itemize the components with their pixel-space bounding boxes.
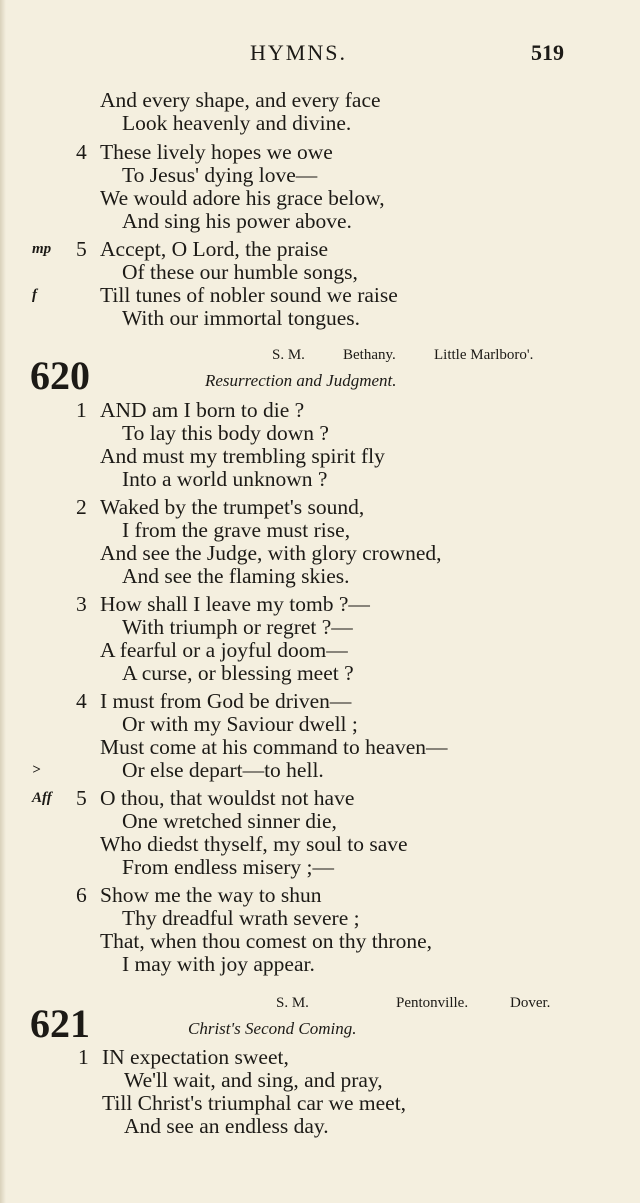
verse-line: With our immortal tongues. xyxy=(122,306,360,330)
verse-line: Show me the way to shun xyxy=(100,883,322,907)
page-number: 519 xyxy=(531,40,564,65)
tune-name: Dover. xyxy=(510,995,551,1011)
verse-line: Accept, O Lord, the praise xyxy=(100,237,329,261)
hymn-meter: S. M. xyxy=(276,995,309,1011)
verse-line: And see an endless day. xyxy=(124,1114,329,1138)
verse-line: We would adore his grace below, xyxy=(100,186,385,210)
hymn-number: 620 xyxy=(30,353,90,398)
verse-line: To lay this body down ? xyxy=(122,421,329,445)
verse-line: Must come at his command to heaven— xyxy=(100,735,448,759)
verse-line: That, when thou comest on thy throne, xyxy=(100,929,432,953)
verse-line: And must my trembling spirit fly xyxy=(100,444,385,468)
verse-line: Or with my Saviour dwell ; xyxy=(122,712,358,736)
verse-line: IN expectation sweet, xyxy=(102,1045,289,1069)
verse-line: And sing his power above. xyxy=(122,209,352,233)
verse-line: Of these our humble songs, xyxy=(122,260,358,284)
verse-line: A curse, or blessing meet ? xyxy=(122,661,354,685)
verse-number: 3 xyxy=(76,592,87,616)
tune-name: Bethany. xyxy=(343,347,396,363)
verse-line: To Jesus' dying love— xyxy=(122,163,318,187)
verse-line: These lively hopes we owe xyxy=(100,140,333,164)
verse-number: 4 xyxy=(76,689,87,713)
verse-line: From endless misery ;— xyxy=(122,855,334,879)
verse-line: And every shape, and every face xyxy=(100,88,381,112)
verse-line: Waked by the trumpet's sound, xyxy=(100,495,365,519)
verse-line: I must from God be driven— xyxy=(100,689,352,713)
verse-line: Till tunes of nobler sound we raise xyxy=(100,283,398,307)
verse-number: 1 xyxy=(76,398,87,422)
running-header-title: HYMNS. xyxy=(250,40,347,65)
hymn-meter: S. M. xyxy=(272,347,305,363)
hymn-number: 621 xyxy=(30,1001,90,1046)
verse-number: 2 xyxy=(76,495,87,519)
verse-line: AND am I born to die ? xyxy=(100,398,305,422)
verse-line: Look heavenly and divine. xyxy=(122,111,352,135)
tune-name: Little Marlboro'. xyxy=(434,347,534,363)
verse-line: I from the grave must rise, xyxy=(122,518,351,542)
dynamic-mark: Aff xyxy=(32,790,52,806)
dynamic-mark: f xyxy=(32,287,37,303)
verse-line: And see the Judge, with glory crowned, xyxy=(100,541,442,565)
hymn-title: Christ's Second Coming. xyxy=(188,1019,357,1038)
verse-line: Into a world unknown ? xyxy=(122,467,328,491)
verse-line: And see the flaming skies. xyxy=(122,564,350,588)
verse-line: O thou, that wouldst not have xyxy=(100,786,355,810)
tune-name: Pentonville. xyxy=(396,995,469,1011)
verse-line: A fearful or a joyful doom— xyxy=(100,638,348,662)
verse-line: Or else depart—to hell. xyxy=(122,758,324,782)
page-edge-shadow xyxy=(0,0,6,1203)
dynamic-mark: > xyxy=(32,762,41,778)
verse-line: I may with joy appear. xyxy=(122,952,315,976)
verse-line: Till Christ's triumphal car we meet, xyxy=(102,1091,407,1115)
verse-line: How shall I leave my tomb ?— xyxy=(100,592,370,616)
verse-number: 4 xyxy=(76,140,87,164)
verse-number: 5 xyxy=(76,786,87,810)
verse-line: One wretched sinner die, xyxy=(122,809,337,833)
dynamic-mark: mp xyxy=(32,241,52,257)
verse-line: With triumph or regret ?— xyxy=(122,615,353,639)
verse-number: 6 xyxy=(76,883,87,907)
verse-number: 1 xyxy=(78,1045,89,1069)
verse-line: Thy dreadful wrath severe ; xyxy=(122,906,360,930)
verse-line: Who diedst thyself, my soul to save xyxy=(100,832,408,856)
verse-line: We'll wait, and sing, and pray, xyxy=(124,1068,383,1092)
verse-number: 5 xyxy=(76,237,87,261)
hymn-title: Resurrection and Judgment. xyxy=(205,371,397,390)
